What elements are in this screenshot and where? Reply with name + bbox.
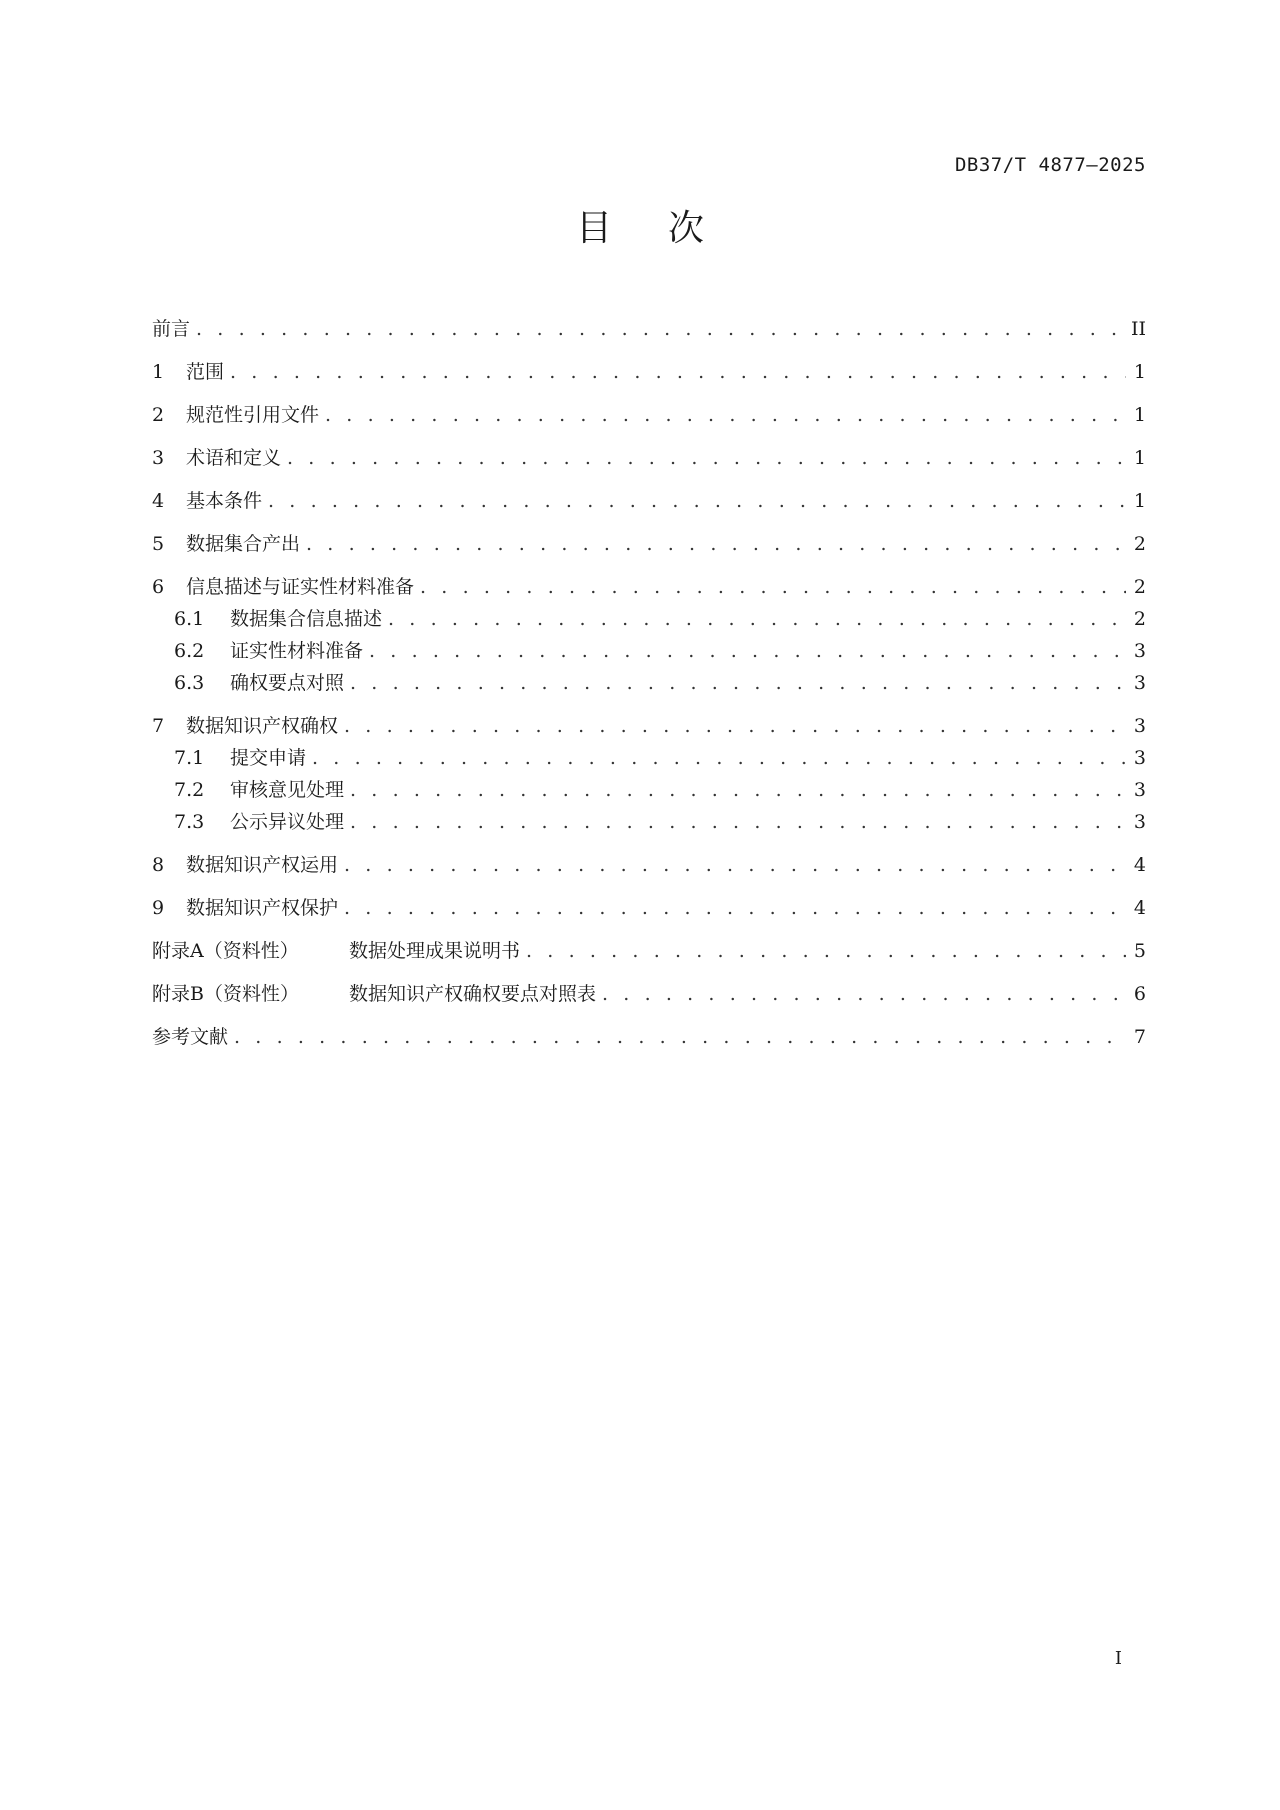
toc-entry-page: 1: [1133, 447, 1146, 469]
toc-dot-leader: [350, 776, 1126, 804]
toc-entry-label: [152, 980, 596, 1008]
toc-dot-leader: [344, 894, 1126, 922]
toc-entry[interactable]: [152, 487, 1146, 515]
toc-entry-label: 术语和定义: [186, 447, 282, 469]
toc-entry-number: 7.3: [174, 811, 205, 833]
toc-dot-leader: [234, 1023, 1126, 1051]
toc-entry-number: 7.2: [174, 779, 205, 801]
toc-entry-page: 2: [1133, 533, 1146, 555]
toc-entry[interactable]: [152, 851, 1146, 879]
toc-entry-label: 前言: [152, 318, 191, 340]
toc-appendix-tag: 附录A（资料性）: [152, 940, 299, 962]
toc-entry-label: 数据知识产权保护: [186, 897, 339, 919]
toc-entry-page: 7: [1133, 1026, 1146, 1048]
toc-entry-label: 数据集合信息描述: [230, 608, 383, 630]
toc-entry[interactable]: [152, 894, 1146, 922]
toc-entry-number: 6.2: [174, 640, 205, 662]
toc-entry-label: 范围: [186, 361, 225, 383]
toc-entry-page: 1: [1133, 361, 1146, 383]
toc-entry-label: 信息描述与证实性材料准备: [186, 576, 415, 598]
toc-entry-page: 3: [1133, 779, 1146, 801]
toc-entry[interactable]: [152, 937, 1146, 965]
toc-dot-leader: [420, 573, 1126, 601]
toc-dot-leader: [344, 851, 1126, 879]
toc-dot-leader: [230, 358, 1126, 386]
toc-dot-leader: [602, 980, 1126, 1008]
toc-dot-leader: [325, 401, 1126, 429]
toc-entry[interactable]: [152, 358, 1146, 386]
toc-dot-leader: [287, 444, 1126, 472]
toc-entry-label: 审核意见处理: [230, 779, 345, 801]
toc-entry-label: 规范性引用文件: [186, 404, 320, 426]
toc-entry-label: 确权要点对照: [230, 672, 345, 694]
toc-entry-page: 4: [1133, 897, 1146, 919]
toc-entry-label: 数据知识产权确权: [186, 715, 339, 737]
toc-dot-leader: [344, 712, 1126, 740]
toc-entry-page: 2: [1133, 576, 1146, 598]
toc-dot-leader: [350, 808, 1126, 836]
toc-entry-page: II: [1130, 318, 1146, 340]
toc-dot-leader: [196, 315, 1125, 343]
toc-entry[interactable]: [152, 605, 1146, 633]
toc-entry[interactable]: [152, 980, 1146, 1008]
toc-dot-leader: [526, 937, 1126, 965]
toc-entry-number: 3: [152, 447, 165, 469]
toc-entry[interactable]: [152, 1023, 1146, 1051]
toc-entry-number: 1: [152, 361, 165, 383]
toc-entry-number: 2: [152, 404, 165, 426]
toc-entry[interactable]: [152, 315, 1146, 343]
toc-dot-leader: [268, 487, 1126, 515]
toc-entry-number: 6: [152, 576, 165, 598]
toc-appendix-title: 数据处理成果说明书: [349, 940, 521, 962]
toc-entry-number: 8: [152, 854, 165, 876]
toc-entry-page: 2: [1133, 608, 1146, 630]
toc-entry-page: 5: [1133, 940, 1146, 962]
toc-entry[interactable]: [152, 776, 1146, 804]
toc-entry[interactable]: [152, 744, 1146, 772]
toc-appendix-tag: 附录B（资料性）: [152, 983, 299, 1005]
toc-entry[interactable]: [152, 401, 1146, 429]
toc-entry-label: 证实性材料准备: [230, 640, 364, 662]
toc-entry[interactable]: [152, 712, 1146, 740]
toc-entry-page: 3: [1133, 747, 1146, 769]
toc-entry[interactable]: [152, 808, 1146, 836]
toc-entry-number: 6.1: [174, 608, 205, 630]
toc-entry-label: 公示异议处理: [230, 811, 345, 833]
toc-entry-page: 1: [1133, 404, 1146, 426]
page-number: I: [1114, 1648, 1122, 1669]
toc-entry-number: 6.3: [174, 672, 205, 694]
toc-dot-leader: [312, 744, 1126, 772]
toc-entry-number: 5: [152, 533, 165, 555]
toc-entry-number: 9: [152, 897, 165, 919]
toc-dot-leader: [388, 605, 1126, 633]
toc-entry-label: 数据知识产权运用: [186, 854, 339, 876]
toc-entry-page: 4: [1133, 854, 1146, 876]
toc-appendix-title: 数据知识产权确权要点对照表: [349, 983, 597, 1005]
toc-entry-label: 基本条件: [186, 490, 263, 512]
toc-entry-label: 参考文献: [152, 1026, 229, 1048]
toc-entry-page: 3: [1133, 672, 1146, 694]
document-code: DB37/T 4877—2025: [954, 154, 1146, 176]
toc-dot-leader: [350, 669, 1126, 697]
toc-entry-page: 1: [1133, 490, 1146, 512]
toc-entry[interactable]: [152, 444, 1146, 472]
toc-entry-page: 3: [1133, 715, 1146, 737]
toc-entry-page: 6: [1133, 983, 1146, 1005]
toc-entry-number: 7: [152, 715, 165, 737]
toc-entry-label: 提交申请: [230, 747, 307, 769]
toc-entry[interactable]: [152, 669, 1146, 697]
toc-entry-number: 7.1: [174, 747, 205, 769]
toc-entry-page: 3: [1133, 640, 1146, 662]
toc-entry-label: [152, 937, 520, 965]
toc-entry-number: 4: [152, 490, 165, 512]
toc-entry-page: 3: [1133, 811, 1146, 833]
page-title: 目次: [575, 208, 760, 249]
toc-entry[interactable]: [152, 637, 1146, 665]
toc-dot-leader: [369, 637, 1126, 665]
toc-entry-label: 数据集合产出: [186, 533, 301, 555]
toc-entry[interactable]: [152, 573, 1146, 601]
toc-dot-leader: [306, 530, 1126, 558]
toc-entry[interactable]: [152, 530, 1146, 558]
